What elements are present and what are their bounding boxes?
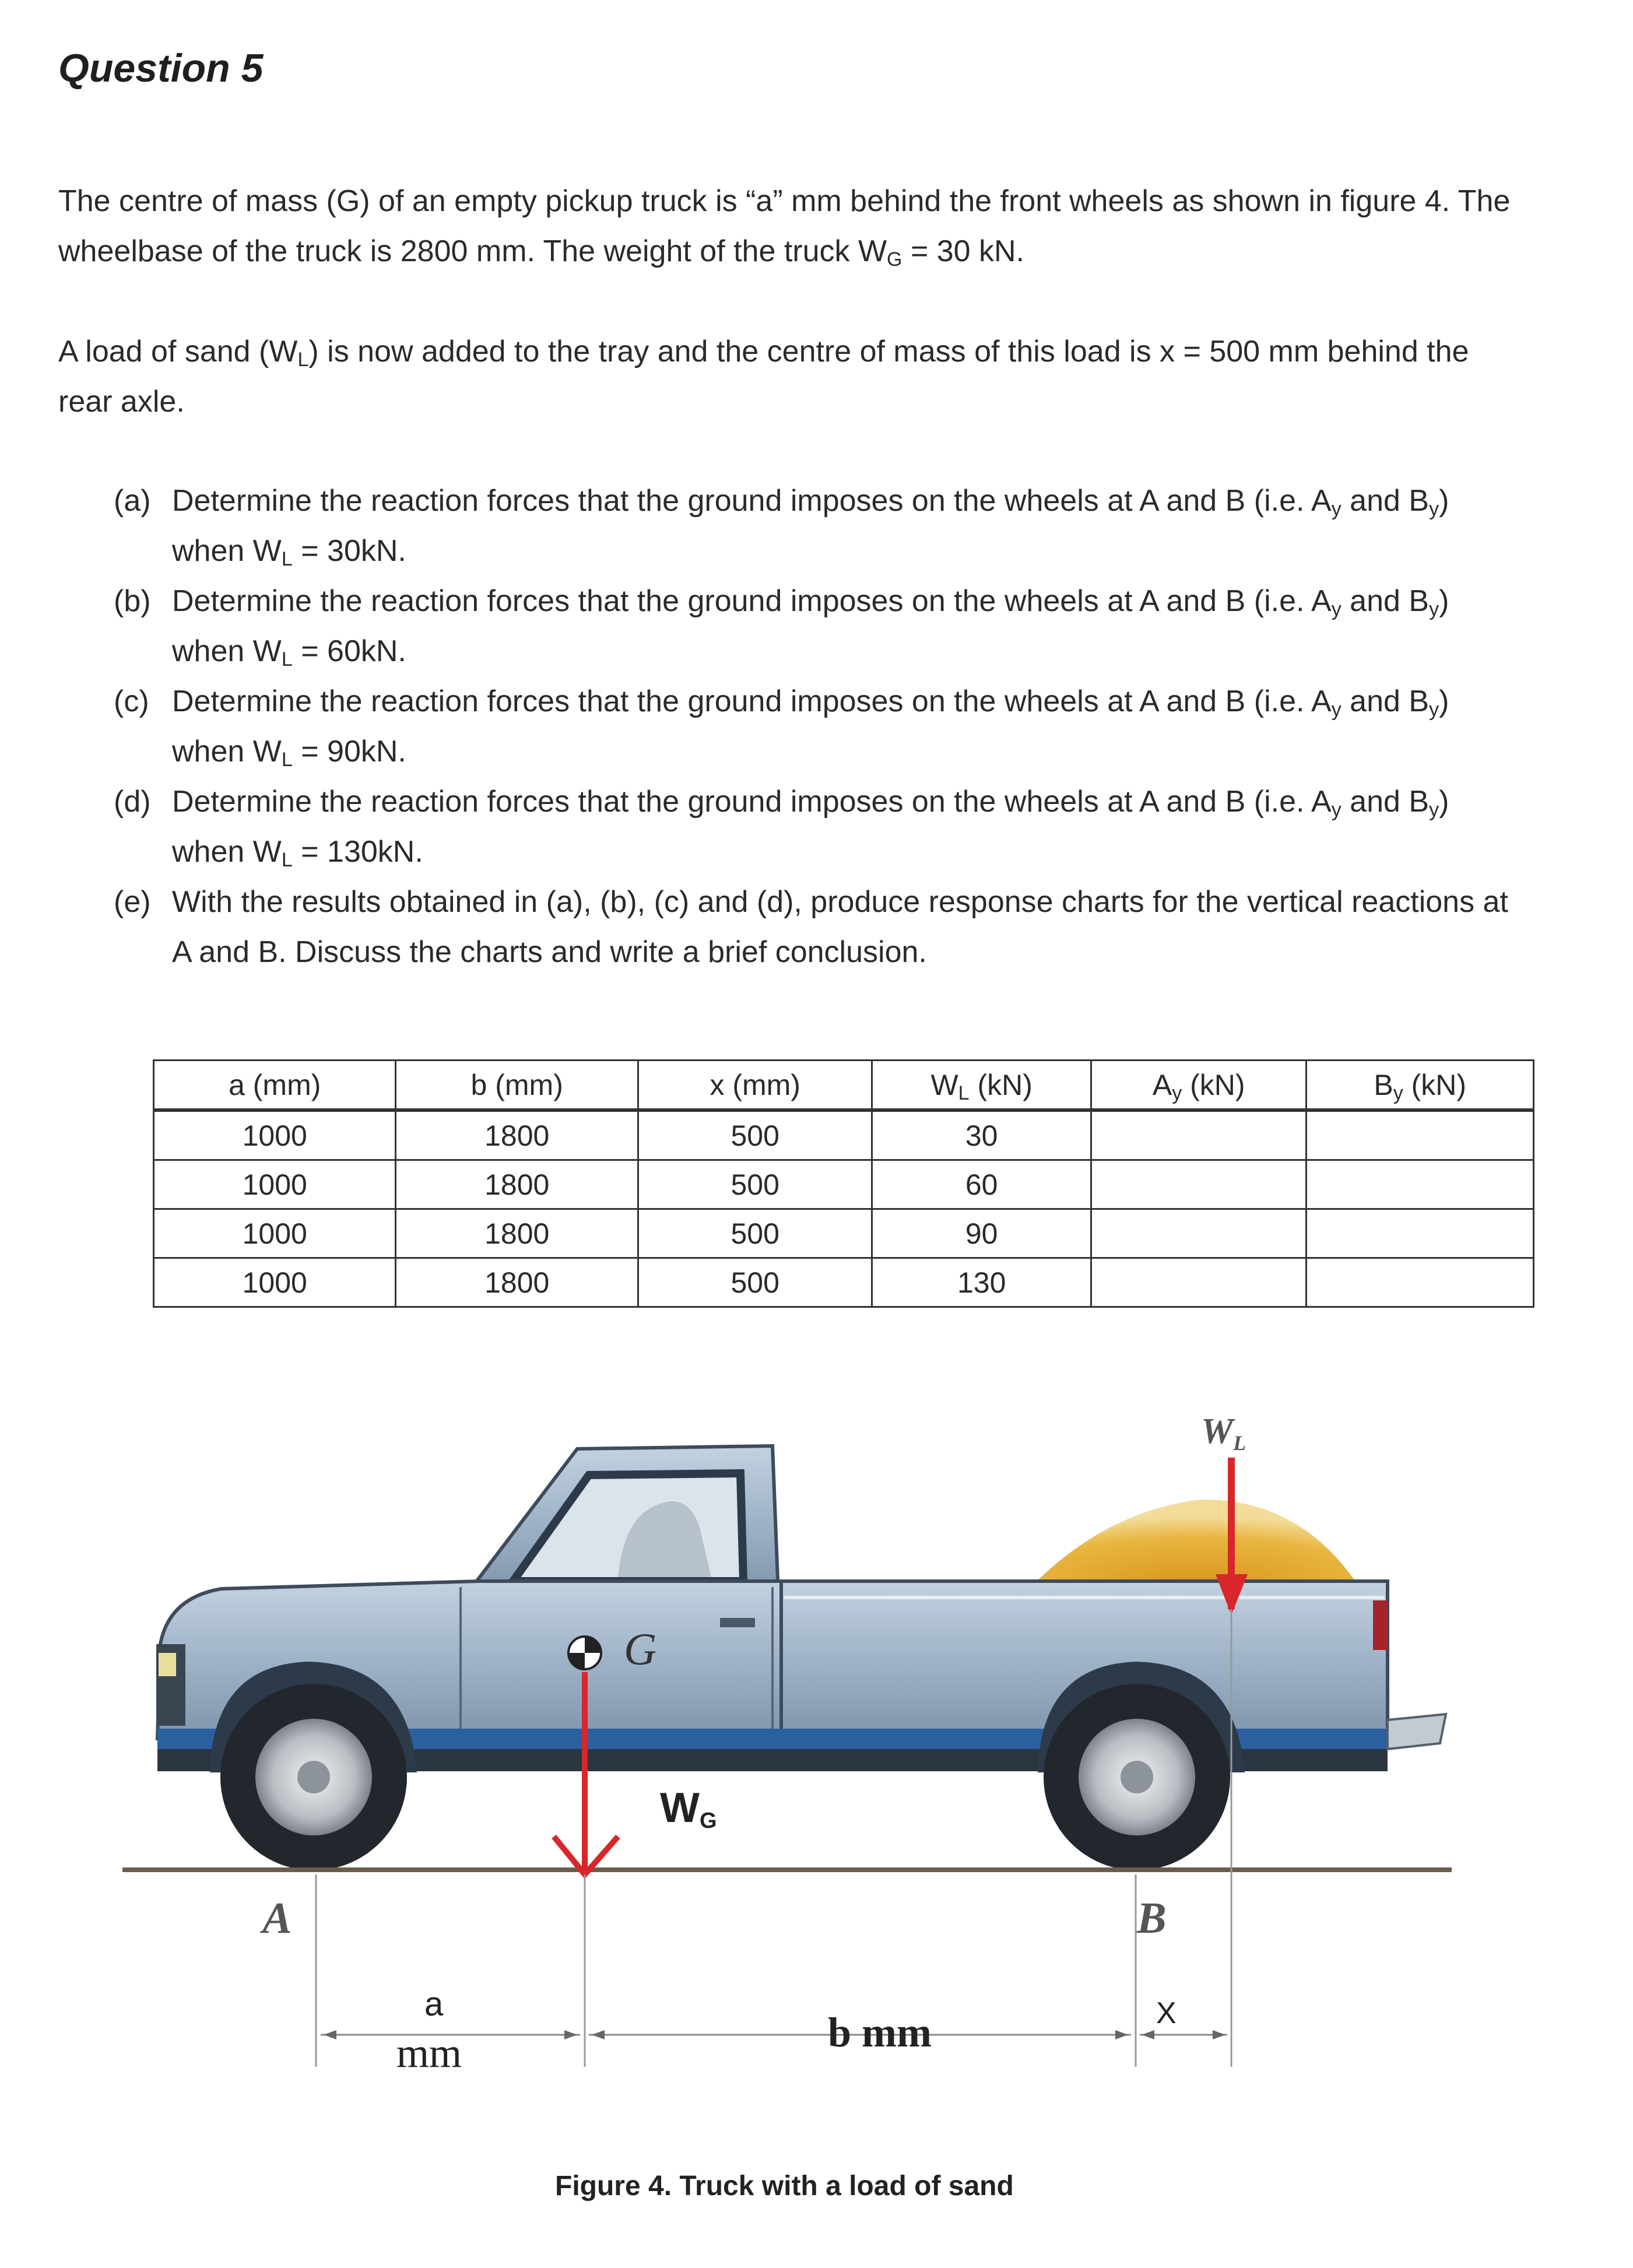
cell-by[interactable] bbox=[1307, 1209, 1534, 1258]
table-row bbox=[154, 1160, 1534, 1209]
label-dim-a: a bbox=[424, 1985, 444, 2023]
cell-by[interactable] bbox=[1307, 1258, 1534, 1307]
sand-load bbox=[1032, 1500, 1358, 1586]
headlight bbox=[159, 1653, 176, 1676]
intro-paragraph-1: The centre of mass (G) of an empty pickup truck is “a” mm behind the front wheels as shown in figure 4. The wheelbase of the truck is 2800 mm. The weight of the truck $W_G = 30$ kN. bbox=[58, 184, 1511, 271]
rear-wheel bbox=[1044, 1684, 1230, 1870]
label-a: A bbox=[262, 1894, 292, 1943]
cell-wl: 30 bbox=[872, 1110, 1091, 1160]
label-wg: WG bbox=[660, 1785, 717, 1833]
cell-a: 1000 bbox=[154, 1160, 396, 1209]
question-parts-list bbox=[114, 476, 1525, 977]
question-part-c: (c) Determine the reaction forces that the ground imposes on the wheels at A and B (i.e. $A_y$ and $B_y$) when $W_L = 90kN$. bbox=[114, 684, 1449, 771]
cell-x: 500 bbox=[638, 1110, 872, 1160]
cell-ay[interactable] bbox=[1091, 1110, 1307, 1160]
label-dim-x: X bbox=[1156, 1996, 1177, 2030]
label-dim-b: b mm bbox=[828, 2009, 932, 2056]
table-header-row bbox=[154, 1061, 1534, 1111]
col-header-ay: $A_y$ (kN) bbox=[1091, 1061, 1307, 1111]
tail-light bbox=[1373, 1600, 1388, 1650]
col-header-x: x (mm) bbox=[638, 1061, 872, 1111]
figure-caption: Figure 4. Truck with a load of sand bbox=[555, 2171, 1014, 2202]
cell-x: 500 bbox=[638, 1209, 872, 1258]
question-part-b: (b) Determine the reaction forces that the ground imposes on the wheels at A and B (i.e. $A_y$ and $B_y$) when $W_L = 60kN$. bbox=[114, 584, 1449, 670]
question-part-d: (d) Determine the reaction forces that the ground imposes on the wheels at A and B (i.e. $A_y$ and $B_y$) when $W_L = 130kN$. bbox=[114, 785, 1449, 871]
cell-b: 1800 bbox=[396, 1209, 638, 1258]
cell-b: 1800 bbox=[396, 1258, 638, 1307]
table-row bbox=[154, 1258, 1534, 1307]
cell-a: 1000 bbox=[154, 1110, 396, 1160]
cell-wl: 130 bbox=[872, 1258, 1091, 1307]
reaction-forces-table bbox=[153, 1059, 1534, 1308]
table-row bbox=[154, 1110, 1534, 1160]
col-header-a: a (mm) bbox=[154, 1061, 396, 1111]
front-wheel bbox=[220, 1684, 407, 1870]
question-title: Question 5 bbox=[58, 46, 264, 90]
cell-a: 1000 bbox=[154, 1258, 396, 1307]
col-header-by: $B_y$ (kN) bbox=[1307, 1061, 1534, 1111]
table-row bbox=[154, 1209, 1534, 1258]
label-wl: WL bbox=[1201, 1412, 1246, 1455]
cell-x: 500 bbox=[638, 1160, 872, 1209]
cell-b: 1800 bbox=[396, 1110, 638, 1160]
cell-by[interactable] bbox=[1307, 1160, 1534, 1209]
col-header-b: b (mm) bbox=[396, 1061, 638, 1111]
cell-ay[interactable] bbox=[1091, 1258, 1307, 1307]
label-g: G bbox=[624, 1624, 657, 1674]
cell-b: 1800 bbox=[396, 1160, 638, 1209]
cell-a: 1000 bbox=[154, 1209, 396, 1258]
cell-wl: 60 bbox=[872, 1160, 1091, 1209]
cell-ay[interactable] bbox=[1091, 1209, 1307, 1258]
label-b: B bbox=[1137, 1894, 1167, 1943]
truck-figure bbox=[0, 1376, 1633, 2157]
question-part-a: (a) Determine the reaction forces that the ground imposes on the wheels at A and B (i.e. $A_y$ and $B_y$) when $W_L = 30kN$. bbox=[114, 484, 1449, 570]
intro-paragraph-2: A load of sand $(W_L)$ is now added to the tray and the centre of mass of this load is x = 500 mm behind the rear axle. bbox=[58, 335, 1469, 419]
cell-by[interactable] bbox=[1307, 1110, 1534, 1160]
cell-wl: 90 bbox=[872, 1209, 1091, 1258]
cell-ay[interactable] bbox=[1091, 1160, 1307, 1209]
center-of-mass-symbol bbox=[568, 1637, 601, 1669]
label-dim-a-unit: mm bbox=[396, 2030, 462, 2076]
rear-bumper bbox=[1388, 1714, 1446, 1749]
door-handle bbox=[720, 1618, 755, 1627]
question-part-e: (e) With the results obtained in (a), (b), (c) and (d), produce response charts for the vertical reactions at A and B. Discuss the charts and write a brief conclusion. bbox=[114, 885, 1508, 969]
cell-x: 500 bbox=[638, 1258, 872, 1307]
col-header-wl: $W_L$ (kN) bbox=[872, 1061, 1091, 1111]
